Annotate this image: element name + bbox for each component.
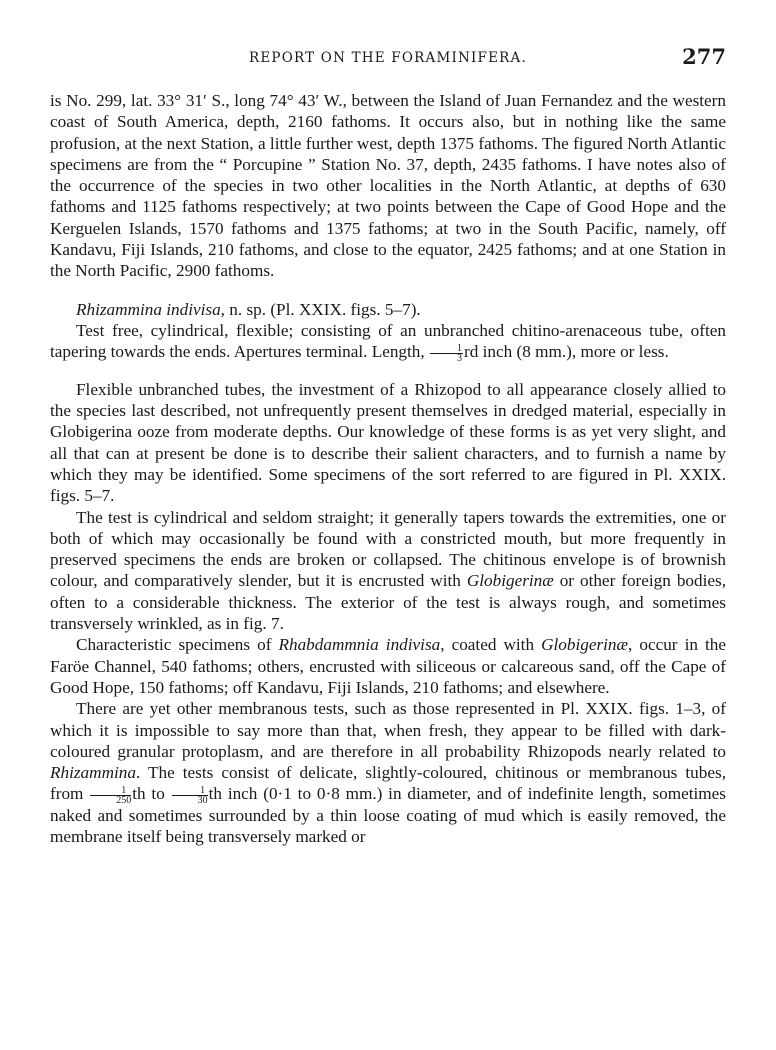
- fraction-denominator: 30: [197, 795, 208, 806]
- paragraph-membranous-tests: [50, 698, 726, 847]
- body-text: [50, 90, 726, 848]
- fraction-numerator: 1: [172, 786, 208, 796]
- fraction-denominator: 250: [116, 795, 132, 806]
- membranous-text-d: th to: [132, 784, 171, 804]
- page-number: 277: [682, 44, 726, 69]
- test-structure-text-a: The test is cylindrical and seldom straight; it generally tapers towards the extremities, one or both of which may occasionally be found with a constricted mouth, but more frequently in preserved specimens the ends are broken or collapsed. The chitinous envelope is of brownish colour, and comparatively slender, but it is encrusted with: [50, 507, 726, 591]
- membranous-text-e: th inch (0·1 to 0·8 mm.) in diameter, and of indefinite length, sometimes naked and sometimes surrounded by a thin loose coating of mud which is easily removed, the membrane itself being transversely marked or: [50, 784, 726, 847]
- paragraph-test-structure: [50, 507, 726, 635]
- fraction-numerator: 1: [90, 786, 131, 796]
- fraction-one-30th: [172, 786, 208, 805]
- localities-text-e: , occur in the Faröe Channel, 540 fathoms; others, encrusted with siliceous or calcareous sand, off the Cape of Good Hope, 150 fathoms; off Kandavu, Fiji Islands, 210 fathoms; and elsewhere.: [50, 635, 726, 697]
- paragraph-continuation: is No. 299, lat. 33° 31′ S., long 74° 43′ W., between the Island of Juan Fernandez and the western coast of South America, depth, 2160 fathoms. It occurs also, but in nothing like the same profusion, at the next Station, a little further west, depth 1375 fathoms. The figured North Atlantic specimens are from the “ Porcupine ” Station No. 37, depth, 2435 fathoms. I have notes also of the occurrence of the species in two other localities in the North Atlantic, at depths of 630 fathoms and 1125 fathoms respectively; at two points between the Cape of Good Hope and the Kerguelen Islands, 1570 fathoms and 1375 fathoms; at two in the South Pacific, namely, off Kandavu, Fiji Islands, 210 fathoms, and close to the equator, 2425 fathoms; and at one Station in the North Pacific, 2900 fathoms.: [50, 91, 726, 281]
- fraction-numerator: 1: [430, 344, 463, 354]
- taxon-globigerinae: Globigerinæ: [541, 635, 628, 655]
- taxon-rhizammina: Rhizammina: [50, 763, 136, 783]
- species-diagnosis: [50, 320, 726, 363]
- fraction-one-250th: [90, 786, 131, 805]
- taxon-rhabdammnia: Rhabdammnia indivisa: [278, 635, 441, 655]
- fraction-one-third: [430, 344, 463, 363]
- paragraph-localities: [50, 634, 726, 698]
- fraction-denominator: 3: [456, 352, 462, 364]
- species-heading: [50, 299, 726, 320]
- localities-text-c: , coated with: [440, 635, 542, 655]
- diagnosis-text-b: rd inch (8 mm.), more or less.: [463, 342, 669, 362]
- taxon-globigerinae: Globigerinæ: [466, 571, 554, 591]
- diagnosis-text-a: Test free, cylindrical, flexible; consisting of an unbranched chitino-arenaceous tube, often tapering towards the ends. Apertures terminal. Length,: [50, 320, 726, 362]
- localities-text-a: Characteristic specimens of: [76, 635, 279, 655]
- running-title: REPORT ON THE FORAMINIFERA.: [249, 50, 527, 66]
- species-heading-rest: , n. sp. (Pl. XXIX. figs. 5–7).: [220, 299, 421, 319]
- membranous-text-c: . The tests consist of delicate, slightly-coloured, chitinous or membranous tubes, from: [50, 763, 726, 804]
- paragraph-description: Flexible unbranched tubes, the investment of a Rhizopod to all appearance closely allied to the species last described, not unfrequently present themselves in dredged material, especially in Globigerina ooze from moderate depths. Our knowledge of these forms is as yet very slight, and all that can at present be done is to describe their salient characters, and to furnish a name by which they may be identified. Some specimens of the sort referred to are figured in Pl. XXIX. figs. 5–7.: [50, 379, 726, 506]
- species-name: Rhizammina indivisa: [76, 299, 221, 319]
- test-structure-text-c: or other foreign bodies, often to a considerable thickness. The exterior of the test is always rough, and sometimes transversely wrinkled, as in fig. 7.: [50, 571, 726, 634]
- page-header: [50, 42, 726, 72]
- membranous-text-a: There are yet other membranous tests, such as those represented in Pl. XXIX. figs. 1–3, of which it is impossible to say more than that, when fresh, they appear to be filled with dark-coloured granular protoplasm, and are therefore in all probability Rhizopods nearly related to: [50, 699, 726, 761]
